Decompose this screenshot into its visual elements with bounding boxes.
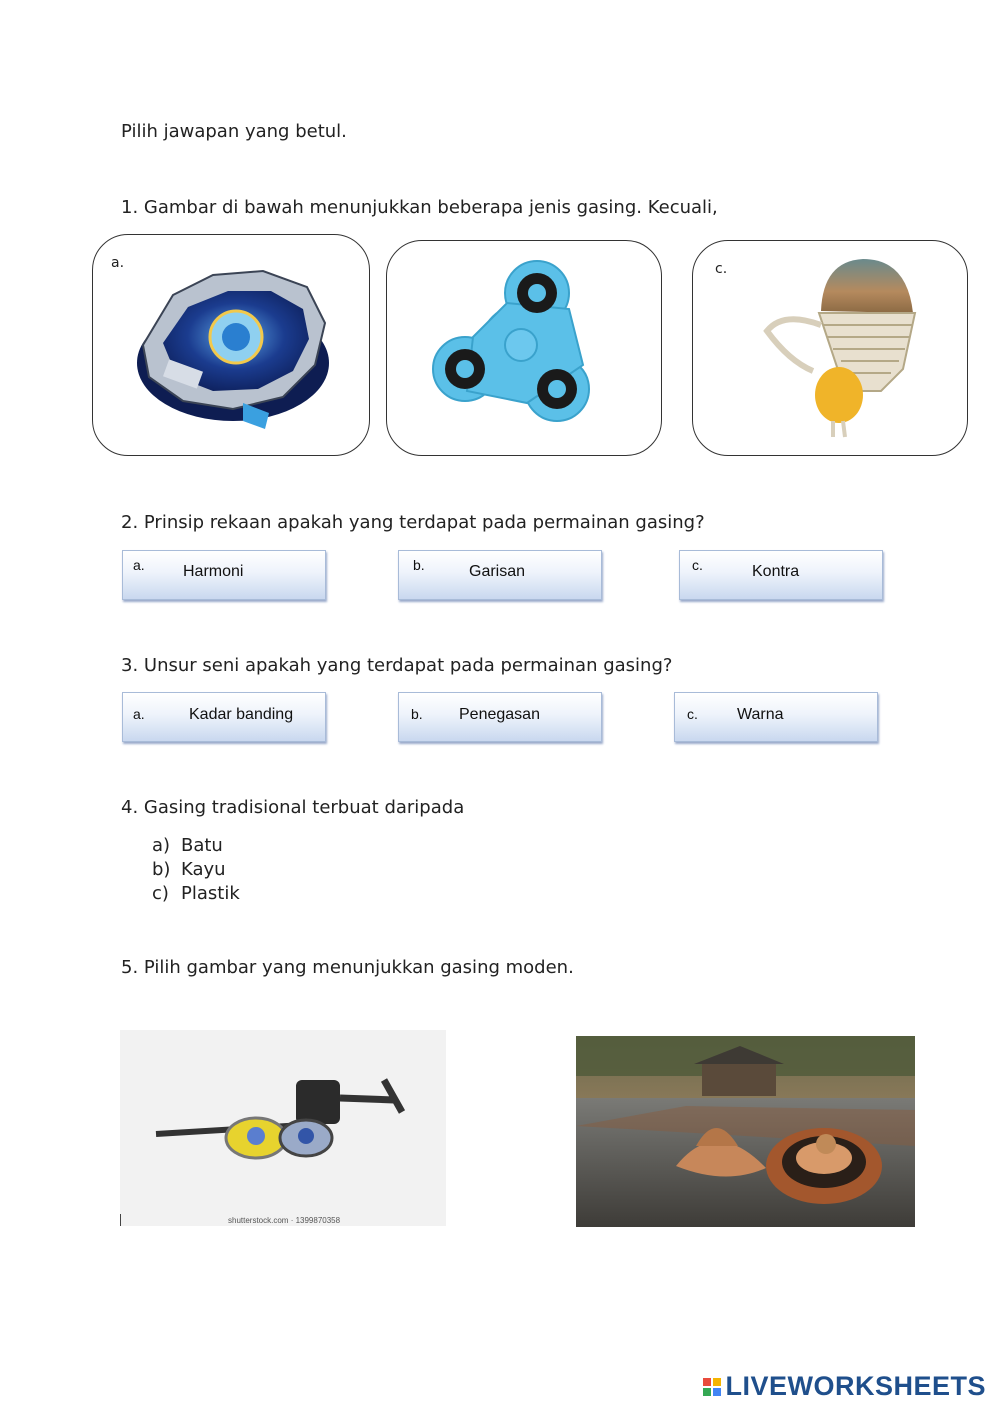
q2-option-c-label: Kontra: [752, 563, 800, 580]
question-2-text: 2. Prinsip rekaan apakah yang terdapat pada permainan gasing?: [121, 512, 705, 533]
question-5-text: 5. Pilih gambar yang menunjukkan gasing moden.: [121, 957, 574, 978]
q3-option-a[interactable]: [122, 692, 326, 742]
q1-option-a-card[interactable]: [92, 234, 370, 456]
q3-option-a-label: Kadar banding: [189, 706, 294, 723]
q2-option-b[interactable]: [398, 550, 602, 600]
beyblade-image: [93, 235, 369, 455]
q3-option-b-label: Penegasan: [459, 706, 540, 723]
question-4-text: 4. Gasing tradisional terbuat daripada: [121, 797, 465, 818]
q4-option-b-label: Kayu: [181, 859, 226, 880]
q2-option-a-label: Harmoni: [183, 563, 244, 580]
q4-option-c[interactable]: [152, 883, 240, 904]
q2-option-c[interactable]: [679, 550, 883, 600]
q4-option-a-letter: a): [152, 835, 171, 856]
q3-option-a-letter: a.: [133, 706, 145, 722]
q2-option-c-letter: c.: [692, 557, 703, 573]
q2-option-b-letter: b.: [413, 557, 425, 573]
q1-option-c-card[interactable]: [692, 240, 968, 456]
q1-option-c-letter: c.: [715, 261, 728, 277]
fidget-spinner-image: [387, 241, 661, 455]
q3-option-c[interactable]: [674, 692, 878, 742]
q2-option-b-label: Garisan: [469, 563, 526, 580]
caption-divider: [120, 1214, 121, 1226]
question-1-text: 1. Gambar di bawah menunjukkan beberapa jenis gasing. Kecuali,: [121, 197, 718, 218]
q4-option-c-label: Plastik: [181, 883, 240, 904]
q3-option-b-letter: b.: [411, 706, 423, 722]
q4-option-c-letter: c): [152, 883, 169, 904]
liveworksheets-brand: [703, 1371, 986, 1402]
liveworksheets-logo-icon: [703, 1378, 721, 1396]
q4-option-a-label: Batu: [181, 835, 223, 856]
q3-option-c-label: Warna: [737, 706, 784, 723]
instruction-text: Pilih jawapan yang betul.: [121, 121, 347, 142]
stock-caption: shutterstock.com · 1399870358: [228, 1216, 341, 1225]
q1-option-b-card[interactable]: [386, 240, 662, 456]
q4-option-b[interactable]: [152, 859, 226, 880]
q3-option-b[interactable]: [398, 692, 602, 742]
q1-option-a-letter: a.: [111, 255, 125, 271]
q4-option-b-letter: b): [152, 859, 171, 880]
q2-option-a[interactable]: [122, 550, 326, 600]
q5-option-beyblade-photo[interactable]: [120, 1030, 446, 1226]
q2-option-a-letter: a.: [133, 557, 145, 573]
question-3-text: 3. Unsur seni apakah yang terdapat pada permainan gasing?: [121, 655, 673, 676]
brand-name: LIVEWORKSHEETS: [725, 1371, 986, 1401]
q5-option-traditional-photo[interactable]: [576, 1036, 915, 1227]
q3-option-c-letter: c.: [687, 706, 698, 722]
beyblade-launcher-image: [120, 1030, 446, 1226]
traditional-top-image: [693, 241, 967, 455]
wooden-tops-image: [576, 1036, 915, 1227]
q4-option-a[interactable]: [152, 835, 223, 856]
